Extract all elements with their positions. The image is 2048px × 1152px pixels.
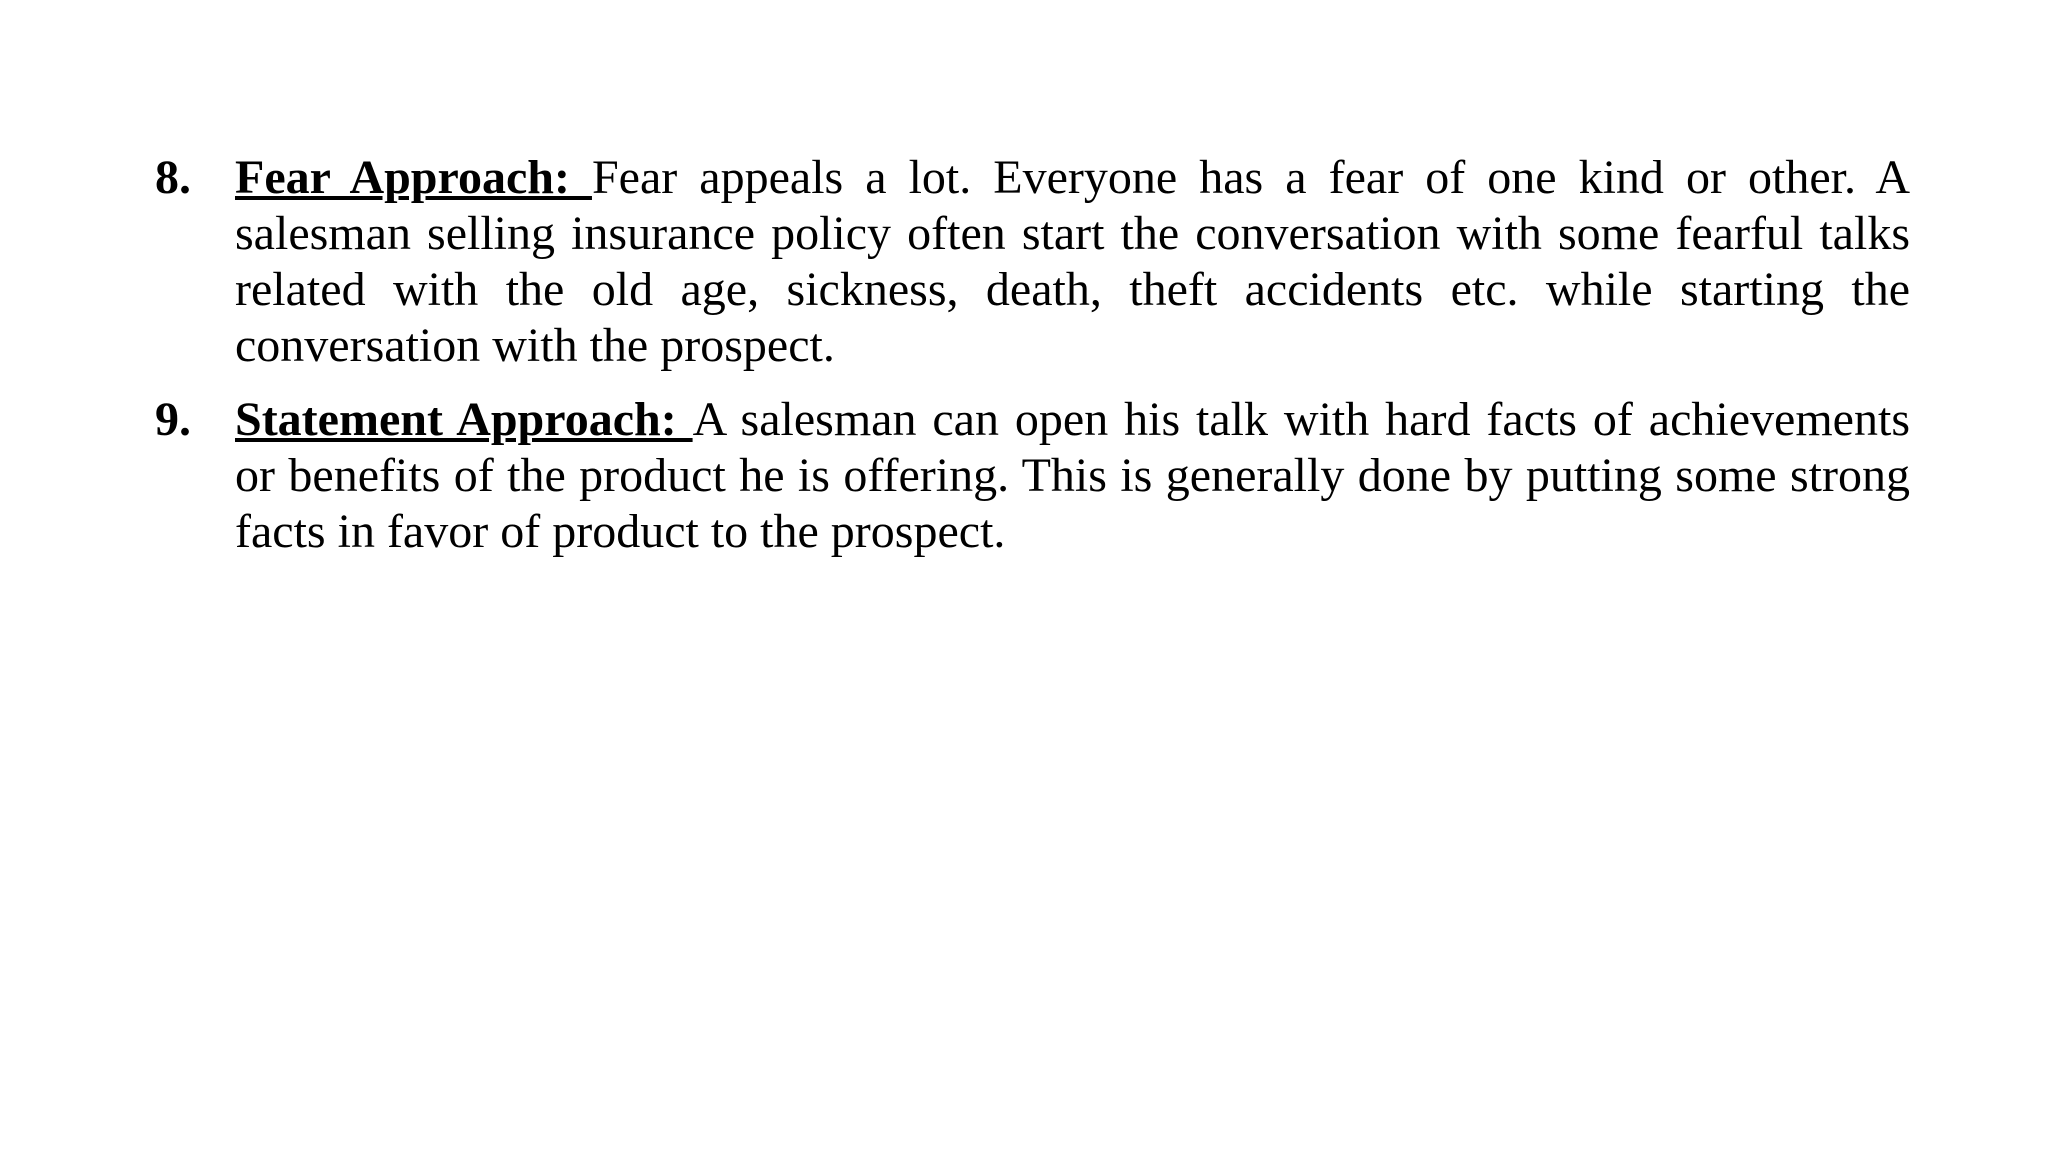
item-number: 9.: [155, 393, 191, 446]
item-term: Fear Approach:: [235, 151, 592, 204]
item-body: [235, 392, 1910, 560]
item-number: 8.: [155, 151, 191, 204]
list-item-statement-approach: [155, 392, 1910, 560]
item-text: A salesman can open his talk with hard facts of achievements or benefits of the product he is offering. This is generally done by putting some strong facts in favor of product to the prospect.: [235, 393, 1911, 558]
item-body: [235, 150, 1910, 374]
numbered-list: [155, 150, 1910, 578]
item-text: Fear appeals a lot. Everyone has a fear of one kind or other. A salesman selling insurance policy often start the conversation with some fearful talks related with the old age, sickness, death, theft accidents etc. while starting the conversation with the prospect.: [235, 151, 1911, 372]
list-item-fear-approach: [155, 150, 1910, 374]
item-term: Statement Approach:: [235, 393, 693, 446]
